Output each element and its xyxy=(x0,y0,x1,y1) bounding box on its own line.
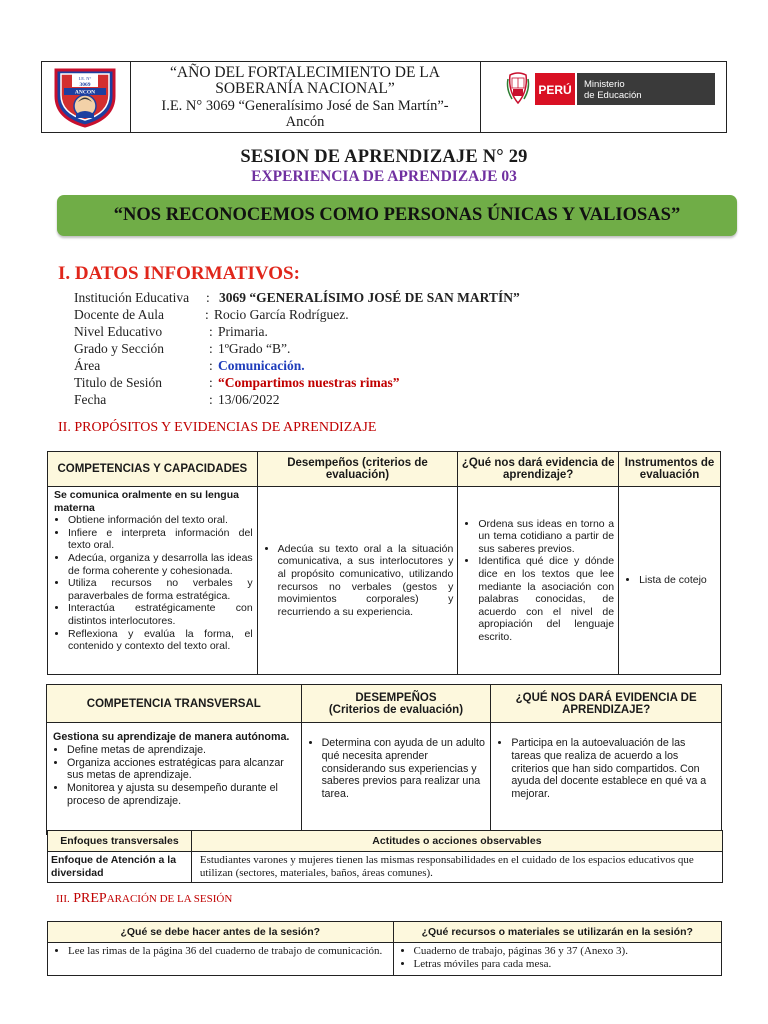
transversal-table xyxy=(46,684,722,835)
resources-cell xyxy=(393,943,722,976)
header-year-line1: “AÑO DEL FORTALECIMIENTO DE LA xyxy=(170,64,440,81)
instrument-list xyxy=(625,574,716,587)
section-heading-preparacion xyxy=(56,891,232,907)
section-heading-datos: I. DATOS INFORMATIVOS: xyxy=(58,263,300,284)
info-value: Primaria. xyxy=(218,324,268,339)
info-row xyxy=(74,391,280,408)
list-item: • Utiliza recursos no verbales y paraverbales de forma estratégica. xyxy=(68,577,253,602)
info-value: Comunicación. xyxy=(218,358,305,373)
info-row xyxy=(74,289,520,306)
info-sep: : xyxy=(209,324,213,339)
session-banner xyxy=(57,195,737,236)
info-value: 1ºGrado “B”. xyxy=(218,341,291,356)
crest-text-top: I.E. N° xyxy=(78,76,92,81)
column-header xyxy=(301,685,491,723)
transversal-competence-cell xyxy=(47,723,302,835)
session-title: SESION DE APRENDIZAJE N° 29 xyxy=(240,147,528,167)
list-item: • Identifica qué dice y dónde dice en los textos que lee mediante la asociación con palabras conocidas, de acuerdo con el nivel de apropiación del lenguaje escrito. xyxy=(478,555,614,643)
resources-list xyxy=(400,945,718,971)
crest-text-number: 3069 xyxy=(79,82,91,88)
transversal-evidence-cell xyxy=(491,723,722,835)
info-sep: : xyxy=(209,358,213,373)
info-value: 13/06/2022 xyxy=(218,392,280,407)
capacity-list xyxy=(54,514,253,653)
header-school-line2: Ancón xyxy=(285,114,325,130)
info-value: Rocio García Rodríguez. xyxy=(214,307,349,322)
info-value: “Compartimos nuestras rimas” xyxy=(218,375,400,390)
ministry-label-line1: Ministerio xyxy=(584,79,625,90)
header-year-line2: SOBERANÍA NACIONAL” xyxy=(215,80,395,97)
info-label: Grado y Sección xyxy=(74,341,164,356)
info-label: Docente de Aula xyxy=(74,307,164,322)
crest-text-name: ANCON xyxy=(74,89,96,96)
before-session-cell xyxy=(48,943,394,976)
school-header xyxy=(41,61,727,133)
header-divider xyxy=(480,62,481,132)
transversal-performance-cell xyxy=(301,723,491,835)
info-sep: : xyxy=(209,375,213,390)
info-sep: : xyxy=(205,307,209,322)
list-item: • Organiza acciones estratégicas para alcanzar sus metas de aprendizaje. xyxy=(67,757,297,783)
info-row xyxy=(74,306,349,323)
info-label: Nivel Educativo xyxy=(74,324,163,339)
instrument-cell xyxy=(619,487,721,675)
info-label: Titulo de Sesión xyxy=(74,375,163,390)
info-row xyxy=(74,357,305,374)
peru-ministry-logo xyxy=(504,69,716,109)
column-header: ¿QUÉ NOS DARÁ EVIDENCIA DE APRENDIZAJE? xyxy=(491,685,722,723)
info-value: 3069 “GENERALÍSIMO JOSÉ DE SAN MARTÍN” xyxy=(219,290,520,305)
evidence-cell xyxy=(458,487,619,675)
performance-list xyxy=(264,543,454,619)
column-header-line: (Criterios de evaluación) xyxy=(328,703,464,716)
list-item: • Interactúa estratégicamente con distintos interlocutores. xyxy=(68,602,253,627)
competencies-table xyxy=(47,451,721,675)
info-sep: : xyxy=(209,341,213,356)
list-item: • Letras móviles para cada mesa. xyxy=(414,958,718,971)
competence-title: Gestiona su aprendizaje de manera autónoma. xyxy=(53,731,290,743)
list-item: • Determina con ayuda de un adulto qué necesita aprender considerando sus experiencias y saberes previos para realizar una tarea. xyxy=(322,737,487,801)
list-item: • Adecúa su texto oral a la situación comunicativa, a sus interlocutores y al propósito comunicativo, utilizando recursos no verbales (gestos y movimientos corporales) y recurriendo a su experiencia. xyxy=(278,543,454,619)
approach-cell: Enfoque de Atención a la diversidad xyxy=(48,852,192,883)
list-item: • Define metas de aprendizaje. xyxy=(67,744,297,757)
column-header: ¿Qué se debe hacer antes de la sesión? xyxy=(48,922,394,943)
info-sep: : xyxy=(206,290,210,305)
list-item: • Ordena sus ideas en torno a un tema cotidiano a partir de sus saberes previos. xyxy=(478,518,614,556)
column-header: Instrumentos de evaluación xyxy=(619,452,721,487)
school-crest-logo xyxy=(50,66,120,128)
info-label: Área xyxy=(74,358,101,373)
section-heading-propositos: II. PROPÓSITOS Y EVIDENCIAS DE APRENDIZAJE xyxy=(58,420,377,435)
before-list xyxy=(54,945,389,958)
list-item: • Cuaderno de trabajo, páginas 36 y 37 (Anexo 3). xyxy=(414,945,718,958)
section-number: III. xyxy=(56,893,70,905)
peru-label: PERÚ xyxy=(538,83,572,97)
column-header: Enfoques transversales xyxy=(48,831,192,852)
competence-cell xyxy=(48,487,258,675)
capacity-list xyxy=(53,744,297,808)
list-item: • Participa en la autoevaluación de las tareas que realiza de acuerdo a los criterios que han sido compartidos. Con ayuda del docente establece en qué va a mejorar. xyxy=(511,737,717,801)
evidence-list xyxy=(464,518,614,644)
list-item: • Lista de cotejo xyxy=(639,574,716,587)
info-label: Fecha xyxy=(74,392,107,407)
approaches-table xyxy=(47,830,723,883)
performance-cell xyxy=(257,487,458,675)
list-item: • Lee las rimas de la página 36 del cuaderno de trabajo de comunicación. xyxy=(68,945,389,958)
ministry-label-line2: de Educación xyxy=(584,90,642,101)
column-header: ¿Qué nos dará evidencia de aprendizaje? xyxy=(458,452,619,487)
column-header: Actitudes o acciones observables xyxy=(191,831,722,852)
section-heading-small: ARACIÓN DE LA SESIÓN xyxy=(106,893,233,905)
experience-title: EXPERIENCIA DE APRENDIZAJE 03 xyxy=(251,168,517,185)
info-row xyxy=(74,323,268,340)
peru-coat-of-arms-icon xyxy=(508,73,529,103)
section-heading-big: PREP xyxy=(73,891,107,906)
attitude-cell: Estudiantes varones y mujeres tienen las mismas responsabilidades en el cuidado de los espacios educativos que utilizan (sectores, materiales, baños, áreas comunes). xyxy=(191,852,722,883)
competence-title: Se comunica oralmente en su lengua materna xyxy=(54,489,239,514)
list-item: • Monitorea y ajusta su desempeño durante el proceso de aprendizaje. xyxy=(67,782,297,808)
info-label: Institución Educativa xyxy=(74,290,190,305)
list-item: • Reflexiona y evalúa la forma, el contenido y contexto del texto oral. xyxy=(68,628,253,653)
header-school-line1: I.E. N° 3069 “Generalísimo José de San Martín”- xyxy=(161,98,449,114)
list-item: • Obtiene información del texto oral. xyxy=(68,514,253,527)
performance-list xyxy=(308,737,487,801)
column-header: COMPETENCIAS Y CAPACIDADES xyxy=(48,452,258,487)
column-header: ¿Qué recursos o materiales se utilizarán en la sesión? xyxy=(393,922,722,943)
info-row xyxy=(74,340,291,357)
column-header: COMPETENCIA TRANSVERSAL xyxy=(47,685,302,723)
info-row xyxy=(74,374,400,391)
list-item: • Infiere e interpreta información del texto oral. xyxy=(68,527,253,552)
column-header: Desempeños (criterios de evaluación) xyxy=(257,452,458,487)
column-header-line: DESEMPEÑOS xyxy=(355,691,437,704)
evidence-list xyxy=(497,737,717,801)
info-sep: : xyxy=(209,392,213,407)
header-divider xyxy=(130,62,131,132)
header-title xyxy=(134,65,476,130)
banner-title: “NOS RECONOCEMOS COMO PERSONAS ÚNICAS Y VALIOSAS” xyxy=(113,205,681,225)
preparation-table xyxy=(47,921,722,976)
list-item: • Adecúa, organiza y desarrolla las ideas de forma coherente y cohesionada. xyxy=(68,552,253,577)
